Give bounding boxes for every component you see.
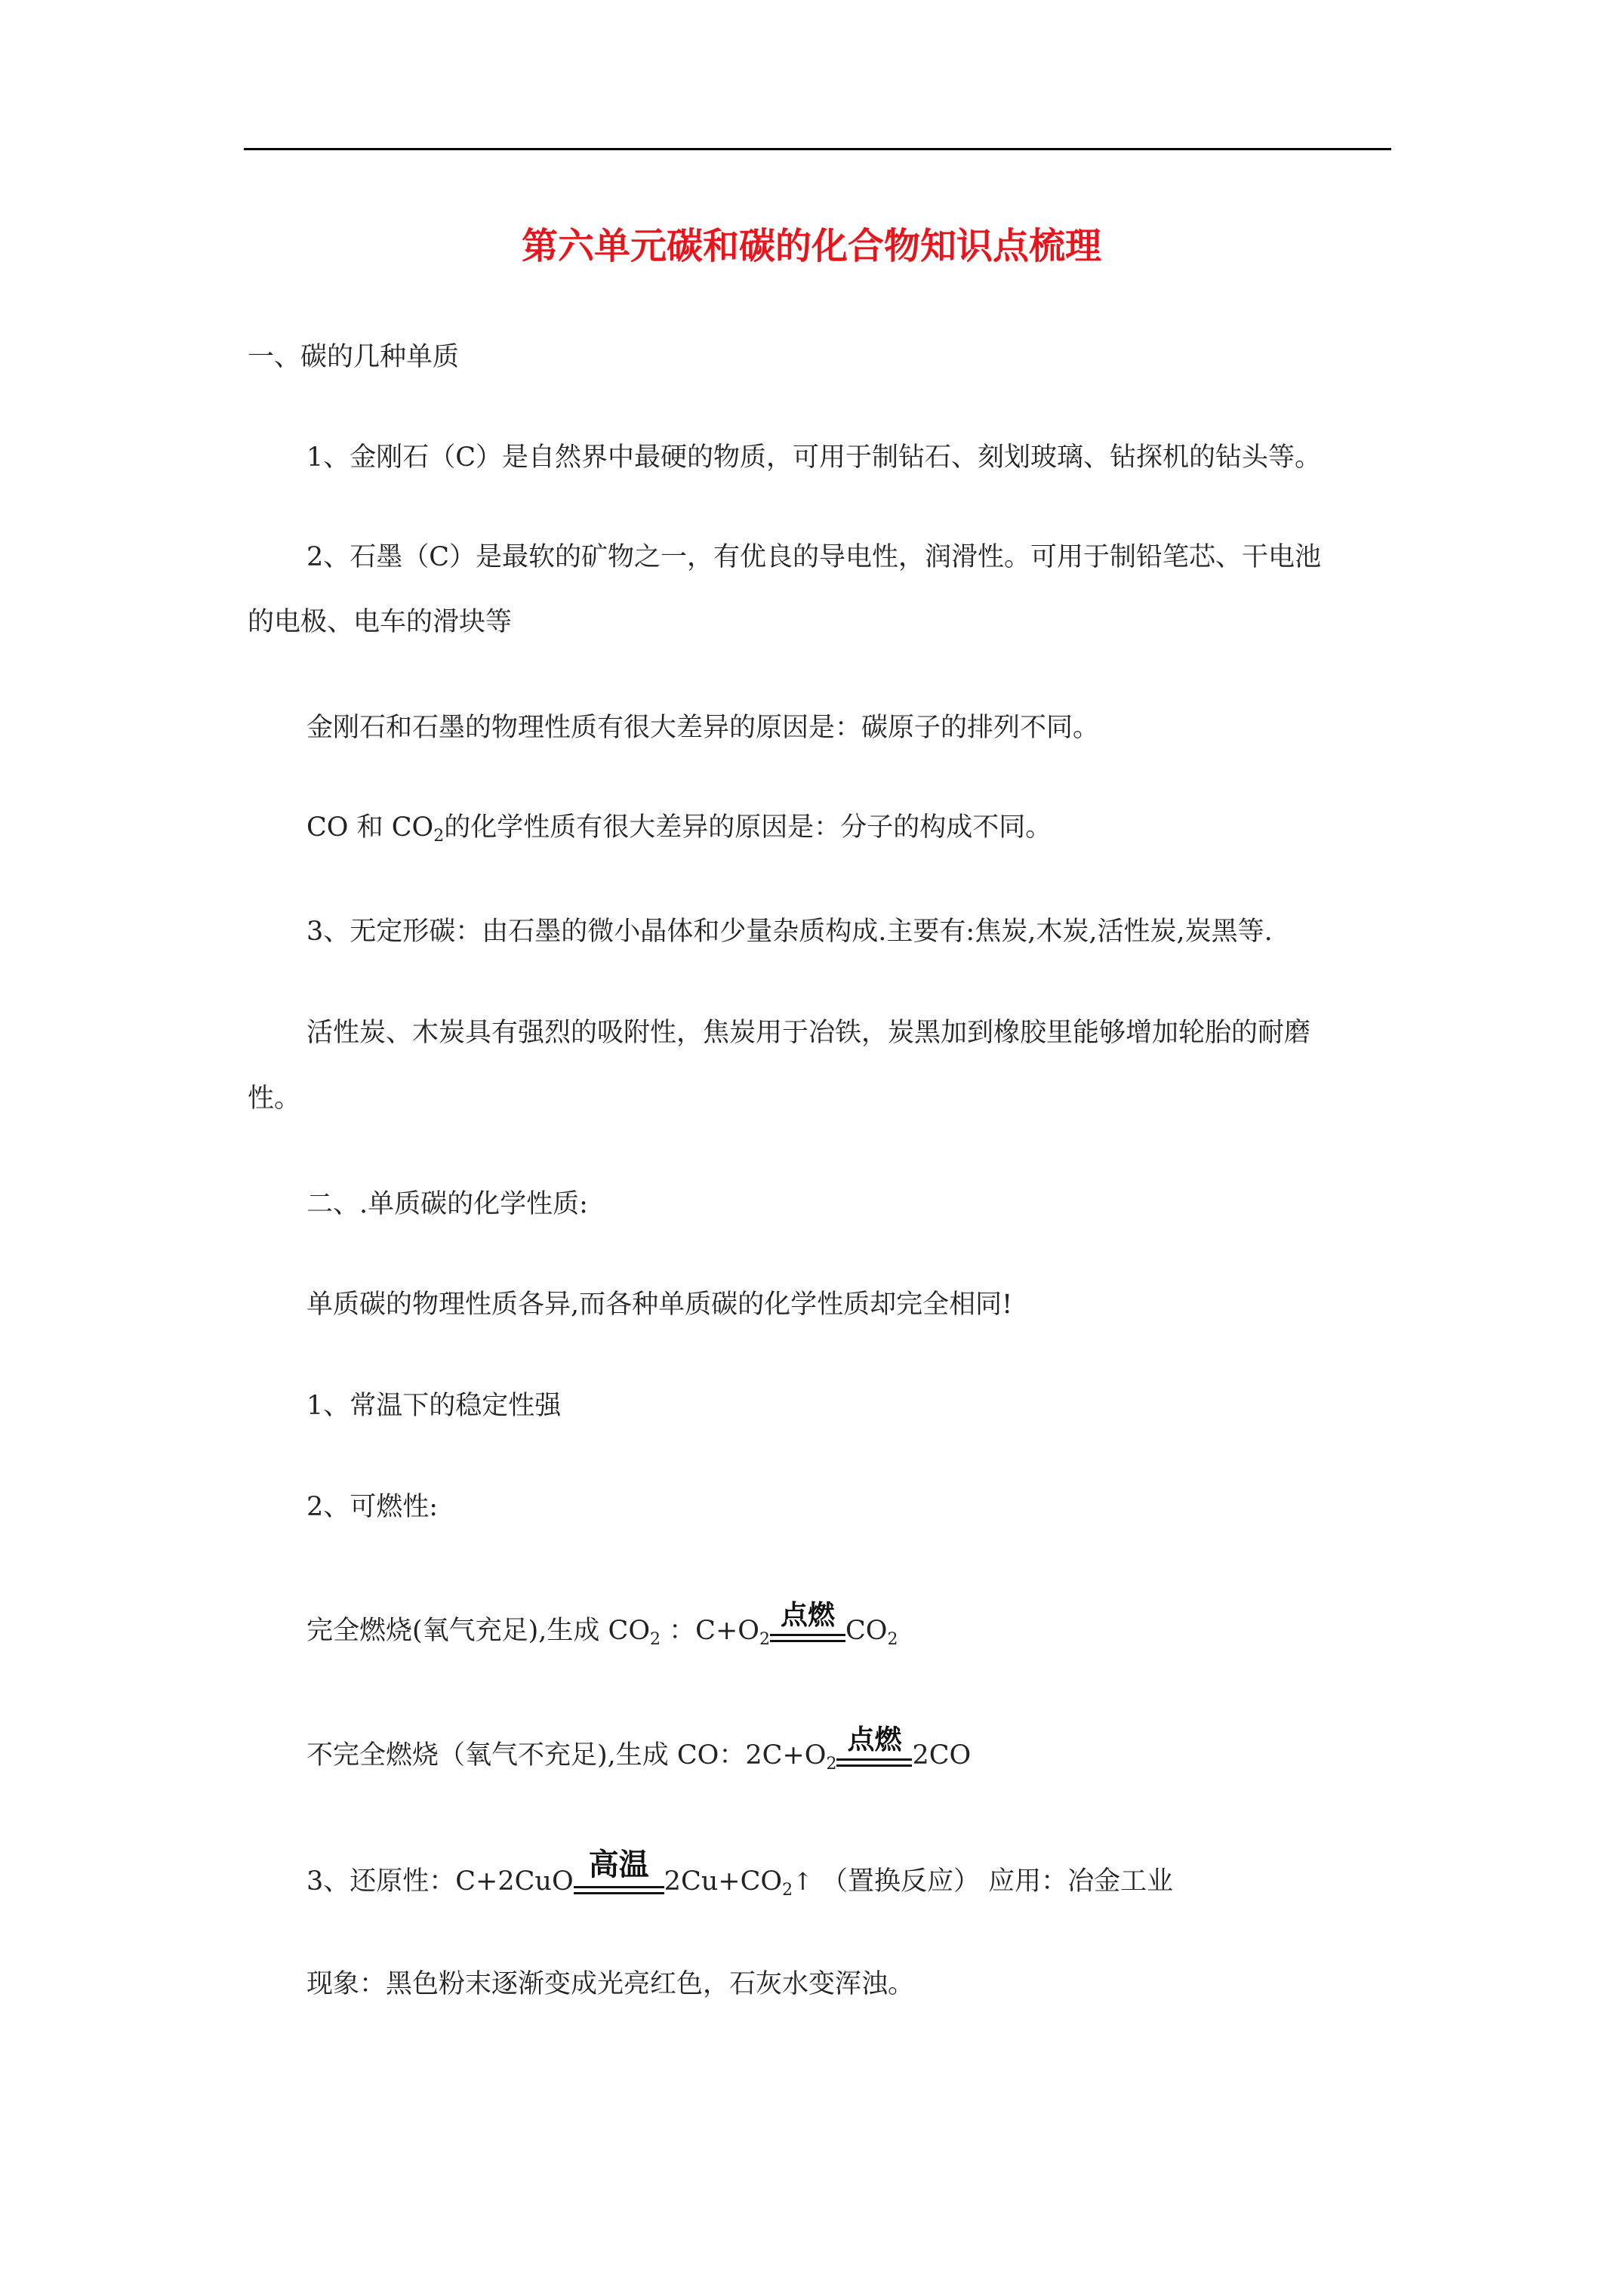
paragraph-graphite-line2: 的电极、电车的滑块等 [248,607,513,637]
double-line-top [574,1886,664,1888]
reaction-condition [770,1600,845,1653]
equation-complete-combustion [306,1600,898,1653]
eq2-pre: 不完全燃烧（氧气不充足),生成 CO：2C+O [306,1740,827,1771]
double-line-bottom [770,1640,845,1642]
reaction-condition [574,1848,664,1904]
page-title: 第六单元碳和碳的化合物知识点梳理 [521,225,1101,267]
paragraph-amorphous-carbon: 3、无定形碳：由石墨的微小晶体和少量杂质构成.主要有:焦炭,木炭,活性炭,炭黑等. [306,917,1273,947]
eq3-pre: 3、还原性：C+2CuO [306,1866,574,1897]
double-line-top [836,1758,912,1761]
paragraph-chemical-props: 单质碳的物理性质各异,而各种单质碳的化学性质却完全相同! [306,1290,1013,1320]
condition-label: 点燃 [847,1724,902,1755]
paragraph-activated-carbon-line1: 活性炭、木炭具有强烈的吸附性，焦炭用于冶铁，炭黑加到橡胶里能够增加轮胎的耐磨 [306,1018,1311,1048]
double-line-top [770,1634,845,1636]
eq1-product: CO [845,1616,888,1646]
paragraph-activated-carbon-line2: 性。 [248,1083,301,1114]
paragraph-graphite-line1: 2、石墨（C）是最软的矿物之一，有优良的导电性，润滑性。可用于制铅笔芯、干电池 [306,542,1322,572]
item-flammability: 2、可燃性: [306,1492,439,1522]
paragraph-diamond: 1、金刚石（C）是自然界中最硬的物质，可用于制钻石、刻划玻璃、钻探机的钻头等。 [306,442,1322,473]
subscript: 2 [826,1755,837,1774]
eq3-post: （置换反应） 应用：冶金工业 [812,1866,1174,1897]
subscript: 2 [782,1881,793,1900]
eq1-pre: 完全燃烧(氧气充足),生成 CO [306,1616,651,1646]
up-arrow-icon: ↑ [793,1867,813,1896]
reaction-condition [836,1724,912,1778]
eq2-product: 2CO [912,1740,972,1771]
double-line-bottom [574,1892,664,1894]
item-stability: 1、常温下的稳定性强 [306,1391,562,1421]
co-text: CO 和 CO [306,812,434,843]
condition-label: 点燃 [780,1600,835,1631]
subscript: 2 [433,827,445,846]
paragraph-structure-reason: 金刚石和石墨的物理性质有很大差异的原因是：碳原子的排列不同。 [306,713,1100,743]
condition-label: 高温 [588,1848,649,1882]
double-line-bottom [836,1764,912,1767]
subscript: 2 [887,1630,898,1649]
paragraph-co-co2 [306,805,1052,850]
subscript: 2 [759,1630,770,1649]
subscript: 2 [650,1630,661,1649]
equation-reduction [306,1848,1174,1904]
section-heading-1: 一、碳的几种单质 [248,342,460,372]
eq3-mid: 2Cu+CO [664,1866,783,1897]
paragraph-phenomenon: 现象：黑色粉末逐渐变成光亮红色，石灰水变浑浊。 [306,1969,915,1999]
section-heading-2: 二、.单质碳的化学性质: [306,1189,588,1219]
equation-incomplete-combustion [306,1724,972,1778]
reason-text: 的化学性质有很大差异的原因是：分子的构成不同。 [444,812,1052,843]
header-rule [244,148,1391,150]
eq1-mid: ：C+O [661,1616,759,1646]
